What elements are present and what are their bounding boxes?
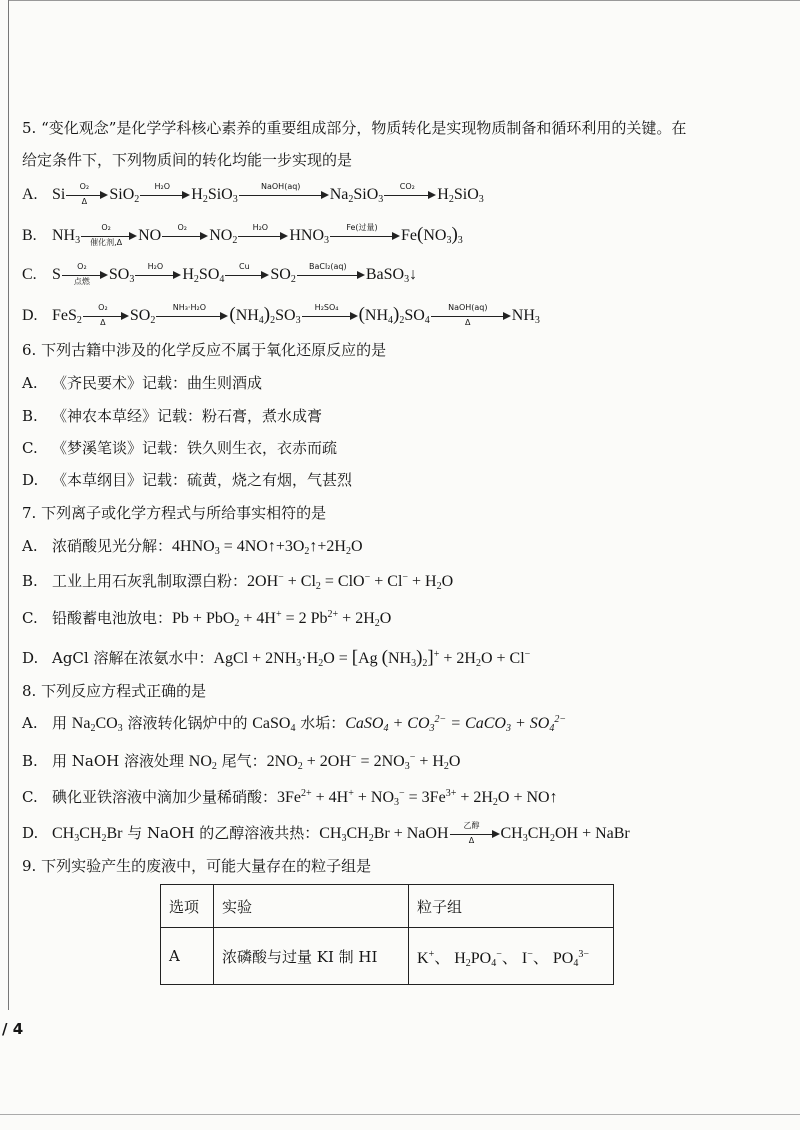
table-header-particles: 粒子组 <box>409 885 614 928</box>
option-text: 工业上用石灰乳制取漂白粉： <box>52 572 248 590</box>
q7-stem: 7. 下列离子或化学方程式与所给事实相符的是 <box>22 504 327 522</box>
q5-option-c[interactable]: C. S O₂ 点燃 $SO_3$ H₂O $H_2SO_4$ Cu $SO_2$ BaCl₂(aq) BaSO$_3$↓ <box>22 262 418 287</box>
option-text: 用 NaOH 溶液处理 <box>52 752 189 770</box>
option-label: D. <box>22 649 39 667</box>
option-label: D. <box>22 471 39 489</box>
table-header-option: 选项 <box>161 885 214 928</box>
q7-option-a[interactable] <box>22 536 363 557</box>
option-text: 尾气： <box>216 752 267 770</box>
option-label: A. <box>22 374 38 392</box>
q5-option-b[interactable]: B. $NH_3$ O₂ 催化剂,Δ NO O₂ $NO_2$ H₂O $HNO_3$ Fe(过量) $Fe(NO_3)_3$ <box>22 223 463 248</box>
table-cell-experiment: 浓磷酸与过量 KI 制 HI <box>214 928 409 985</box>
q8-option-a[interactable]: A. 用 $Na_2CO_3$ 溶液转化锅炉中的 CaSO$_4$ 水垢：CaSO$_4$ + $CO_3^{2-}$ = CaCO$_3$ + $SO_4^{2-}$ <box>22 714 567 734</box>
reaction-arrow: $\frac{\text{O₂}}{\Delta}$ <box>66 185 108 205</box>
option-label: C. <box>22 266 37 283</box>
option-text: 《本草纲目》记载：硫黄，烧之有烟，气甚烈 <box>52 471 353 489</box>
table-row <box>161 928 614 985</box>
reaction-arrow: H₂SO₄ <box>302 306 358 326</box>
equation: $CH_3CH_2Br$ + NaOH 乙醇 Δ $CH_3CH_2OH$ + NaBr <box>319 821 630 846</box>
option-label: B. <box>22 407 38 425</box>
q6-option-c[interactable] <box>22 438 337 458</box>
equation: $2OH^- + Cl_2 = ClO^- + Cl^- + H_2O$ <box>247 572 454 592</box>
q6-option-d[interactable] <box>22 470 352 490</box>
reaction-arrow: NaOH(aq) <box>239 185 329 205</box>
reaction-arrow: Fe(过量) <box>330 226 400 246</box>
option-text: 《梦溪笔谈》记载：铁久则生衣，衣赤而疏 <box>52 439 338 457</box>
equation: CaSO$_4$ + $CO_3^{2-}$ = CaCO$_3$ + $SO_4^{2-}$ <box>345 714 567 734</box>
reaction-arrow: Cu <box>225 265 269 285</box>
reaction-arrow: H₂O <box>135 265 181 285</box>
equation: $3Fe^{2+} + 4H^+ + NO_3^- = 3Fe^{3+} + 2H_2O$ + NO↑ <box>277 788 558 808</box>
option-text: 浓硝酸见光分解： <box>52 537 173 555</box>
reaction-arrow: H₂O <box>140 185 190 205</box>
q9-table <box>160 884 614 985</box>
option-label: B. <box>22 752 38 770</box>
q7-option-b[interactable] <box>22 571 453 592</box>
reaction-arrow: O₂ 催化剂,Δ <box>81 226 137 246</box>
q7-option-c[interactable] <box>22 608 391 629</box>
option-text: 《齐民要术》记载：曲生则酒成 <box>52 374 263 392</box>
option-text: 《神农本草经》记载：粉石膏，煮水成膏 <box>52 407 323 425</box>
q5-stem-line2: 给定条件下，下列物质间的转化均能一步实现的是 <box>22 151 353 169</box>
reaction-arrow: O₂ 点燃 <box>62 265 108 285</box>
table-header-experiment: 实验 <box>214 885 409 928</box>
reaction-arrow: NaOH(aq) Δ <box>431 306 511 326</box>
q7-option-d[interactable] <box>22 648 530 669</box>
q8-option-b[interactable]: B. 用 NaOH 溶液处理 $NO_2$ 尾气：$2NO_2 + 2OH^- = 2NO_3^- + H_2O$ <box>22 752 461 772</box>
q5-stem-line1: 5. “变化观念”是化学学科核心素养的重要组成部分，物质转化是实现物质制备和循环利用的关键。在 <box>22 119 687 137</box>
reaction-arrow: BaCl₂(aq) <box>297 265 365 285</box>
equation: Pb + PbO$_2$ + 4H+ = 2 $Pb^{2+} + 2H_2O$ <box>172 609 392 629</box>
reaction-arrow: O₂ <box>162 226 208 246</box>
option-label: D. <box>22 307 38 324</box>
option-label: A. <box>22 714 38 732</box>
equation: $2NO_2 + 2OH^- = 2NO_3^- + H_2O$ <box>266 752 461 772</box>
equation: $4HNO_3$ = $4NO↑+3O_2↑+2H_2O$ <box>172 538 363 557</box>
q6-option-b[interactable] <box>22 406 322 426</box>
option-label: A. <box>22 537 38 555</box>
reaction-arrow: CO₂ <box>384 185 436 205</box>
option-label: A. <box>22 186 38 203</box>
option-text: AgCl 溶解在浓氨水中： <box>52 649 214 667</box>
reaction-arrow: NH₃·H₂O <box>156 306 228 326</box>
option-text: 水垢： <box>295 714 346 732</box>
q8-option-d[interactable]: D. $CH_3CH_2Br$ 与 NaOH 的乙醇溶液共热：$CH_3CH_2Br$ + NaOH 乙醇 Δ $CH_3CH_2OH$ + NaBr <box>22 821 630 846</box>
q5-option-a[interactable]: A. Si $\frac{\text{O₂}}{\Delta}$ SiO$_2$ H₂O $H_2SiO_3$ NaOH(aq) $Na_2SiO_3$ CO₂ $H_2SiO_3$ <box>22 182 484 207</box>
option-text: 与 NaOH 的乙醇溶液共热： <box>122 824 320 842</box>
option-text: 溶液转化锅炉中的 <box>122 714 253 732</box>
option-label: C. <box>22 788 38 806</box>
option-label: C. <box>22 439 38 457</box>
table-cell-particles: K+、 $H_2PO_4^-$、 I−、 $PO_4^{3-}$ <box>409 928 614 985</box>
option-label: D. <box>22 824 39 842</box>
option-text: 铅酸蓄电池放电： <box>52 609 173 627</box>
q5-option-d[interactable]: D. FeS$_2$ $\frac{\text{O₂}}{\Delta}$ $SO_2$ NH₃·H₂O $(NH_4)_2SO_3$ H₂SO₄ $(NH_4)_2SO_4$ NaOH(aq) Δ $NH_3$ <box>22 303 540 328</box>
page-border-bottom <box>0 1114 800 1115</box>
option-text: 碘化亚铁溶液中滴加少量稀硝酸： <box>52 788 278 806</box>
equation: AgCl + $2NH_3\cdot H_2O = [Ag$ $(NH_3)_2]^+ + 2H_2O + Cl^-$ <box>213 647 531 669</box>
option-label: B. <box>22 227 37 244</box>
q8-option-c[interactable] <box>22 787 558 808</box>
option-text: 用 <box>52 714 72 732</box>
page-border-left <box>8 0 9 1010</box>
table-header-row <box>161 885 614 928</box>
q8-stem: 8. 下列反应方程式正确的是 <box>22 682 207 700</box>
q9-stem: 9. 下列实验产生的废液中，可能大量存在的粒子组是 <box>22 857 372 875</box>
reaction-arrow: $\frac{\text{O₂}}{\Delta}$ <box>83 306 129 326</box>
reaction-arrow: H₂O <box>238 226 288 246</box>
reaction-arrow: 乙醇 Δ <box>450 824 500 844</box>
page-number: / 4 <box>2 1020 24 1038</box>
option-label: C. <box>22 609 38 627</box>
q6-stem: 6. 下列古籍中涉及的化学反应不属于氧化还原反应的是 <box>22 341 387 359</box>
table-cell-option: A <box>161 928 214 985</box>
page-border-top <box>8 0 800 7</box>
q6-option-a[interactable] <box>22 373 262 393</box>
option-label: B. <box>22 572 38 590</box>
